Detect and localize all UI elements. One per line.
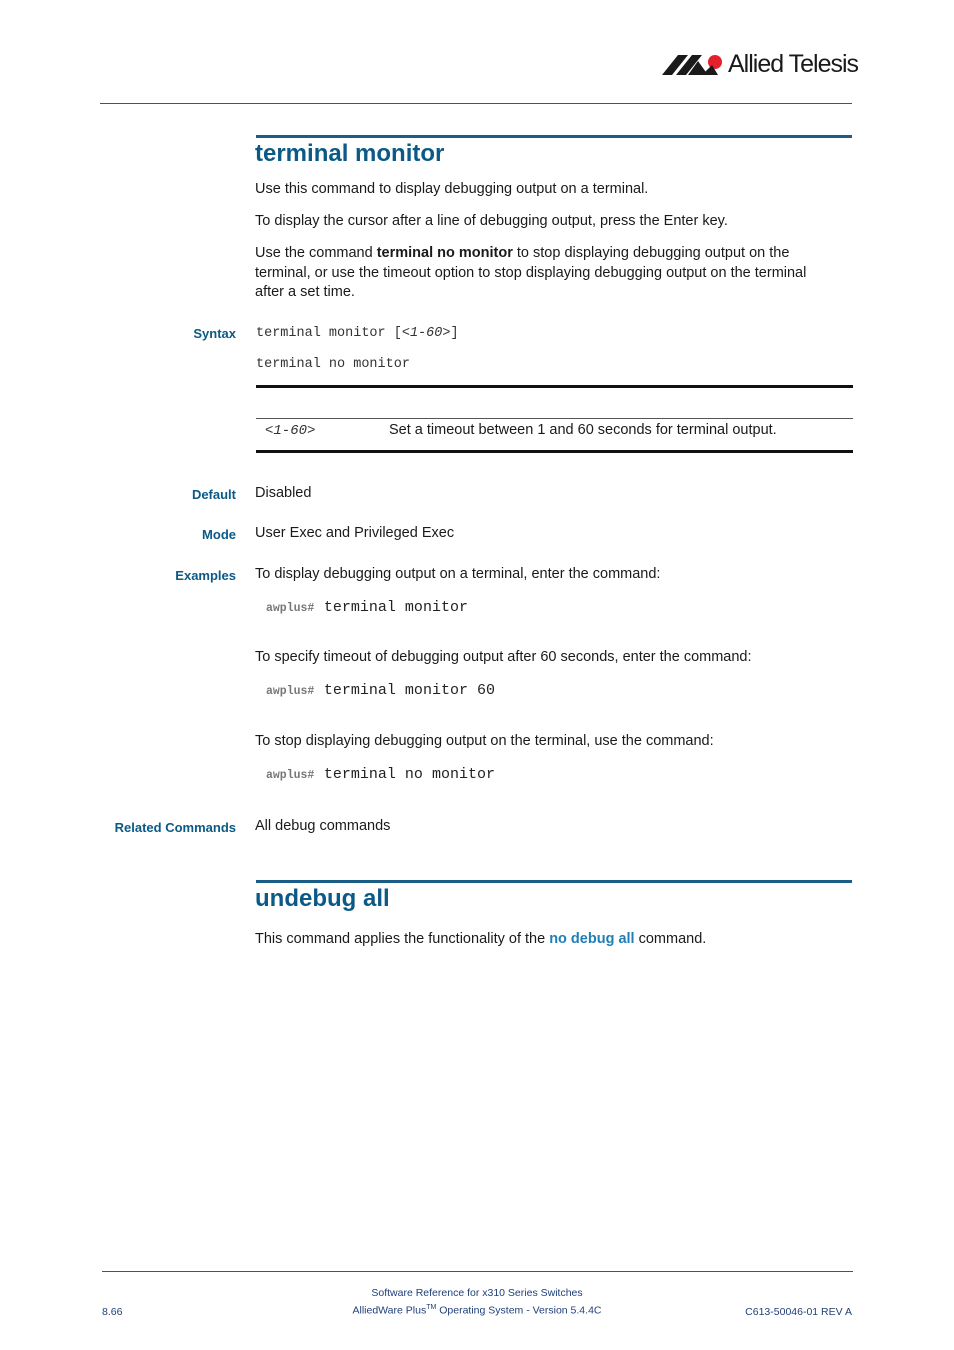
example-2-code: [266, 681, 495, 699]
footer-product: AlliedWare Plus™ Operating System - Version 5.4.4C: [352, 1304, 602, 1317]
syntax-label: Syntax: [193, 326, 236, 341]
section-rule-terminal-monitor: [256, 135, 852, 138]
example-2-intro: To specify timeout of debugging output after 60 seconds, enter the command:: [255, 649, 752, 665]
header-rule: [100, 103, 852, 104]
example-2-prompt: awplus#: [266, 685, 315, 698]
related-commands-label: Related Commands: [114, 820, 236, 835]
description-line-1: Use this command to display debugging output on a terminal.: [255, 181, 649, 197]
example-3-code: [266, 765, 495, 783]
inline-command-terminal-no-monitor: terminal no monitor: [376, 245, 513, 261]
mode-label: Mode: [202, 527, 236, 542]
description-3-line-2: terminal, or use the timeout option to stop displaying debugging output on the terminal: [255, 264, 807, 281]
allied-telesis-logo: [662, 50, 859, 80]
example-3-command: terminal no monitor: [323, 766, 495, 783]
default-label: Default: [191, 487, 236, 502]
syntax-param: 1-60: [409, 326, 443, 341]
description-3-line-1: Use the command terminal no monitor to stop displaying debugging output on the: [255, 245, 790, 261]
param-table-top-rule: [256, 385, 853, 388]
undebug-description: This command applies the functionality of the no debug all command.: [255, 931, 707, 947]
description-paragraph-3: [255, 244, 855, 303]
syntax-line-1: terminal monitor [<1-60>]: [256, 326, 459, 341]
example-1-command: terminal monitor: [323, 599, 468, 616]
example-1-intro: To display debugging output on a terminal, enter the command:: [255, 566, 661, 582]
footer-rule: [102, 1271, 853, 1272]
example-1-prompt: awplus#: [266, 602, 315, 615]
default-value: Disabled: [255, 485, 312, 501]
param-table-bottom-rule: [256, 450, 853, 453]
example-3-prompt: awplus#: [266, 769, 315, 782]
logo-mark-icon: [662, 53, 724, 77]
mode-value: User Exec and Privileged Exec: [255, 525, 455, 541]
no-debug-all-link[interactable]: no debug all: [549, 931, 635, 947]
examples-label: Examples: [175, 568, 236, 583]
footer-doc-id: C613-50046-01 REV A: [745, 1306, 852, 1318]
section-title-undebug-all: undebug all: [255, 885, 390, 912]
syntax-line-2: terminal no monitor: [256, 357, 410, 372]
param-name: <1-60>: [265, 423, 316, 439]
param-table-header-rule: [256, 418, 853, 419]
description-line-2: To display the cursor after a line of debugging output, press the Enter key.: [255, 213, 728, 229]
section-title-terminal-monitor: terminal monitor: [255, 140, 445, 167]
footer-page-number: 8.66: [102, 1306, 123, 1318]
logo-text: Allied Telesis: [728, 50, 859, 78]
example-2-command: terminal monitor 60: [323, 682, 495, 699]
description-3-line-3: after a set time.: [255, 284, 355, 300]
param-description: Set a timeout between 1 and 60 seconds for terminal output.: [389, 422, 777, 438]
footer-title: Software Reference for x310 Series Switches: [371, 1287, 583, 1299]
related-commands-value: All debug commands: [255, 818, 391, 834]
section-rule-undebug-all: [256, 880, 852, 883]
example-1-code: [266, 598, 468, 616]
example-3-intro: To stop displaying debugging output on the terminal, use the command:: [255, 733, 714, 749]
